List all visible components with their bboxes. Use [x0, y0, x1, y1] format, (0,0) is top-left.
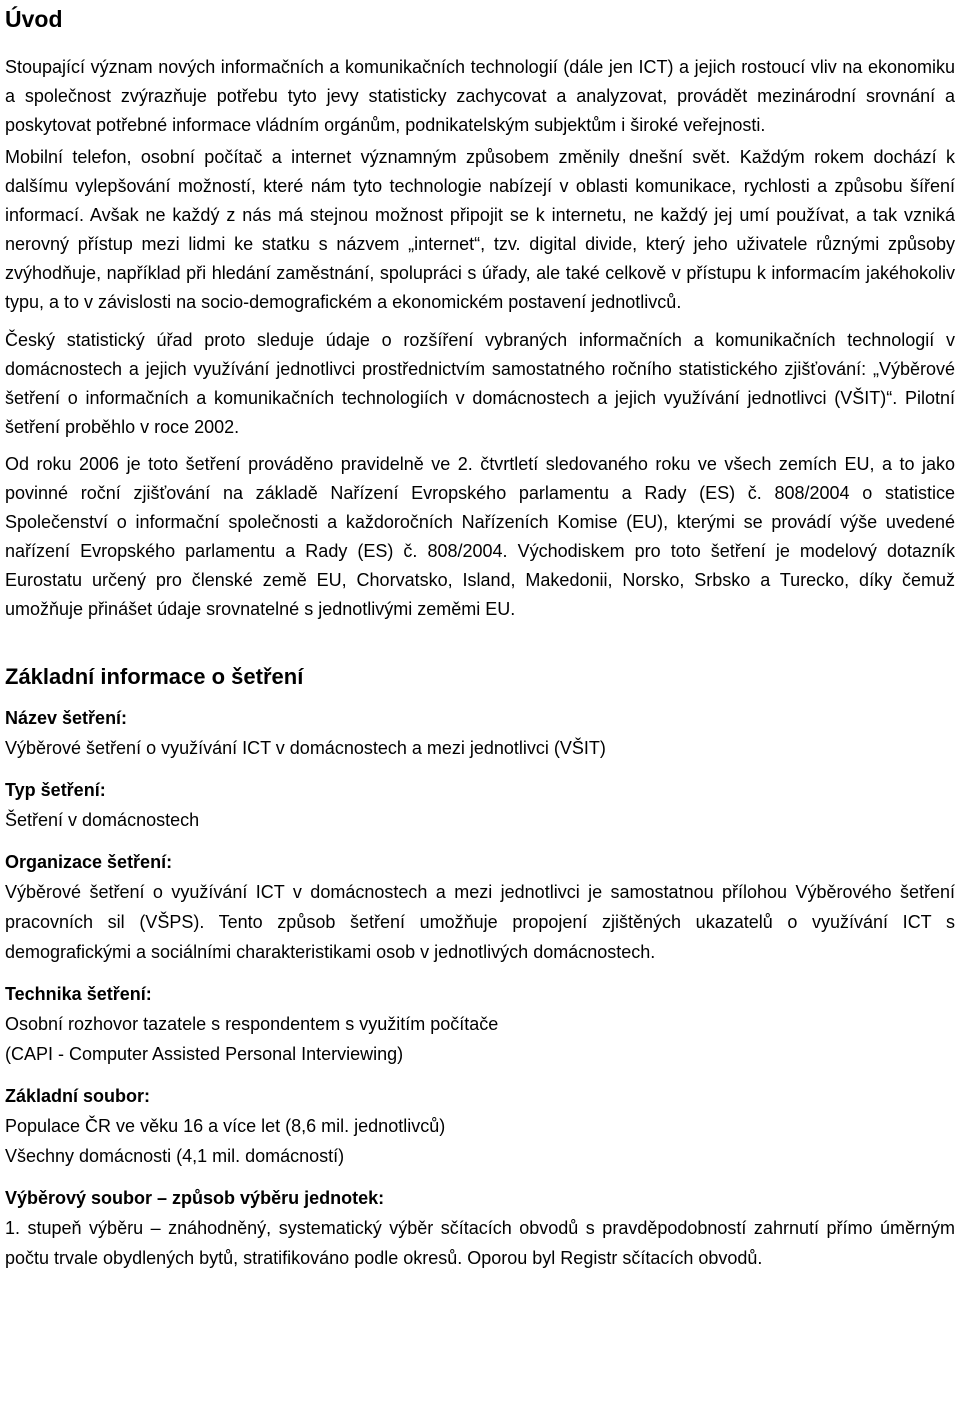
field-value: Výběrové šetření o využívání ICT v domácnostech a mezi jednotlivci (VŠIT) [5, 738, 606, 758]
intro-paragraph-3: Český statistický úřad proto sleduje údaje o rozšíření vybraných informačních a komunikačních technologií v domácnostech a jejich využívání jednotlivci prostřednictvím samostatného ročního statistického zjišťování: „Výběrové šetření o informačních a komunikačních technologiích v domácnostech a jejich využívání jednotlivci (VŠIT)“. Pilotní šetření proběhlo v roce 2002. [5, 330, 955, 437]
field-sample-selection [5, 1184, 955, 1273]
field-value-line-1: Populace ČR ve věku 16 a více let (8,6 mil. jednotlivců) [5, 1116, 446, 1136]
intro-paragraph-4: Od roku 2006 je toto šetření prováděno pravidelně ve 2. čtvrtletí sledovaného roku ve všech zemích EU, a to jako povinné roční zjišťování na základě Nařízení Evropského parlamentu a Rady (ES) č. 808/2004 o statistice Společenství o informační společnosti a každoročních Nařízeních Komise (EU), kterými se provádí výše uvedené nařízení Evropského parlamentu a Rady (ES) č. 808/2004. Východiskem pro toto šetření je modelový dotazník Eurostatu určený pro členské země EU, Chorvatsko, Island, Makedonii, Norsko, Srbsko a Turecko, díky čemuž umožňuje přinášet údaje srovnatelné s jednotlivými zeměmi EU. [5, 454, 955, 619]
field-value-line-2: (CAPI - Computer Assisted Personal Interviewing) [5, 1044, 404, 1064]
field-value: 1. stupeň výběru – znáhodněný, systematický výběr sčítacích obvodů s pravděpodobností zahrnutí přímo úměrným počtu trvale obydlených bytů, stratifikováno podle okresů. Oporou byl Registr sčítacích obvodů. [5, 1218, 955, 1268]
field-value-line-2: Všechny domácnosti (4,1 mil. domácností) [5, 1146, 345, 1166]
field-label: Typ šetření: [5, 780, 106, 800]
field-label: Název šetření: [5, 708, 128, 728]
field-survey-technique [5, 980, 955, 1069]
field-value: Výběrové šetření o využívání ICT v domácnostech a mezi jednotlivci je samostatnou přílohou Výběrového šetření pracovních sil (VŠPS). Tento způsob šetření umožňuje propojení zjištěných ukazatelů o využívání ICT s demografickými a sociálními charakteristikami osob v jednotlivých domácnostech. [5, 882, 955, 962]
field-label: Technika šetření: [5, 984, 152, 1004]
field-label: Organizace šetření: [5, 852, 173, 872]
field-value: Šetření v domácnostech [5, 810, 200, 830]
intro-paragraph-1: Stoupající význam nových informačních a komunikačních technologií (dále jen ICT) a jejich rostoucí vliv na ekonomiku a společnost zvýrazňuje potřebu tyto jevy statisticky zachycovat a analyzovat, provádět mezinárodní srovnání a poskytovat potřebné informace vládním orgánům, podnikatelským subjektům i široké veřejnosti. [5, 57, 955, 135]
intro-paragraph-2: Mobilní telefon, osobní počítač a internet významným způsobem změnily dnešní svět. Každým rokem dochází k dalšímu vylepšování možností, které nám tyto technologie nabízejí v oblasti komunikace, rychlosti a způsobu šíření informací. Avšak ne každý z nás má stejnou možnost připojit se k internetu, ne každý jej umí používat, a tak vzniká nerovný přístup mezi lidmi ke statku s názvem „internet“, tzv. digital divide, který jeho uživatele různými způsoby zvýhodňuje, například při hledání zaměstnání, spolupráci s úřady, ale také celkově v přístupu k informacím jakéhokoliv typu, a to v závislosti na socio-demografickém a ekonomickém postavení jednotlivců. [5, 147, 955, 312]
page-title: Úvod [5, 6, 63, 32]
field-label: Základní soubor: [5, 1086, 151, 1106]
section-heading: Základní informace o šetření [5, 664, 304, 689]
field-survey-type [5, 776, 955, 835]
field-survey-organization [5, 848, 955, 967]
field-base-population [5, 1082, 955, 1171]
section-basic-info [5, 663, 955, 1273]
field-survey-name [5, 704, 955, 763]
field-label: Výběrový soubor – způsob výběru jednotek: [5, 1188, 385, 1208]
field-value-line-1: Osobní rozhovor tazatele s respondentem s využitím počítače [5, 1014, 499, 1034]
